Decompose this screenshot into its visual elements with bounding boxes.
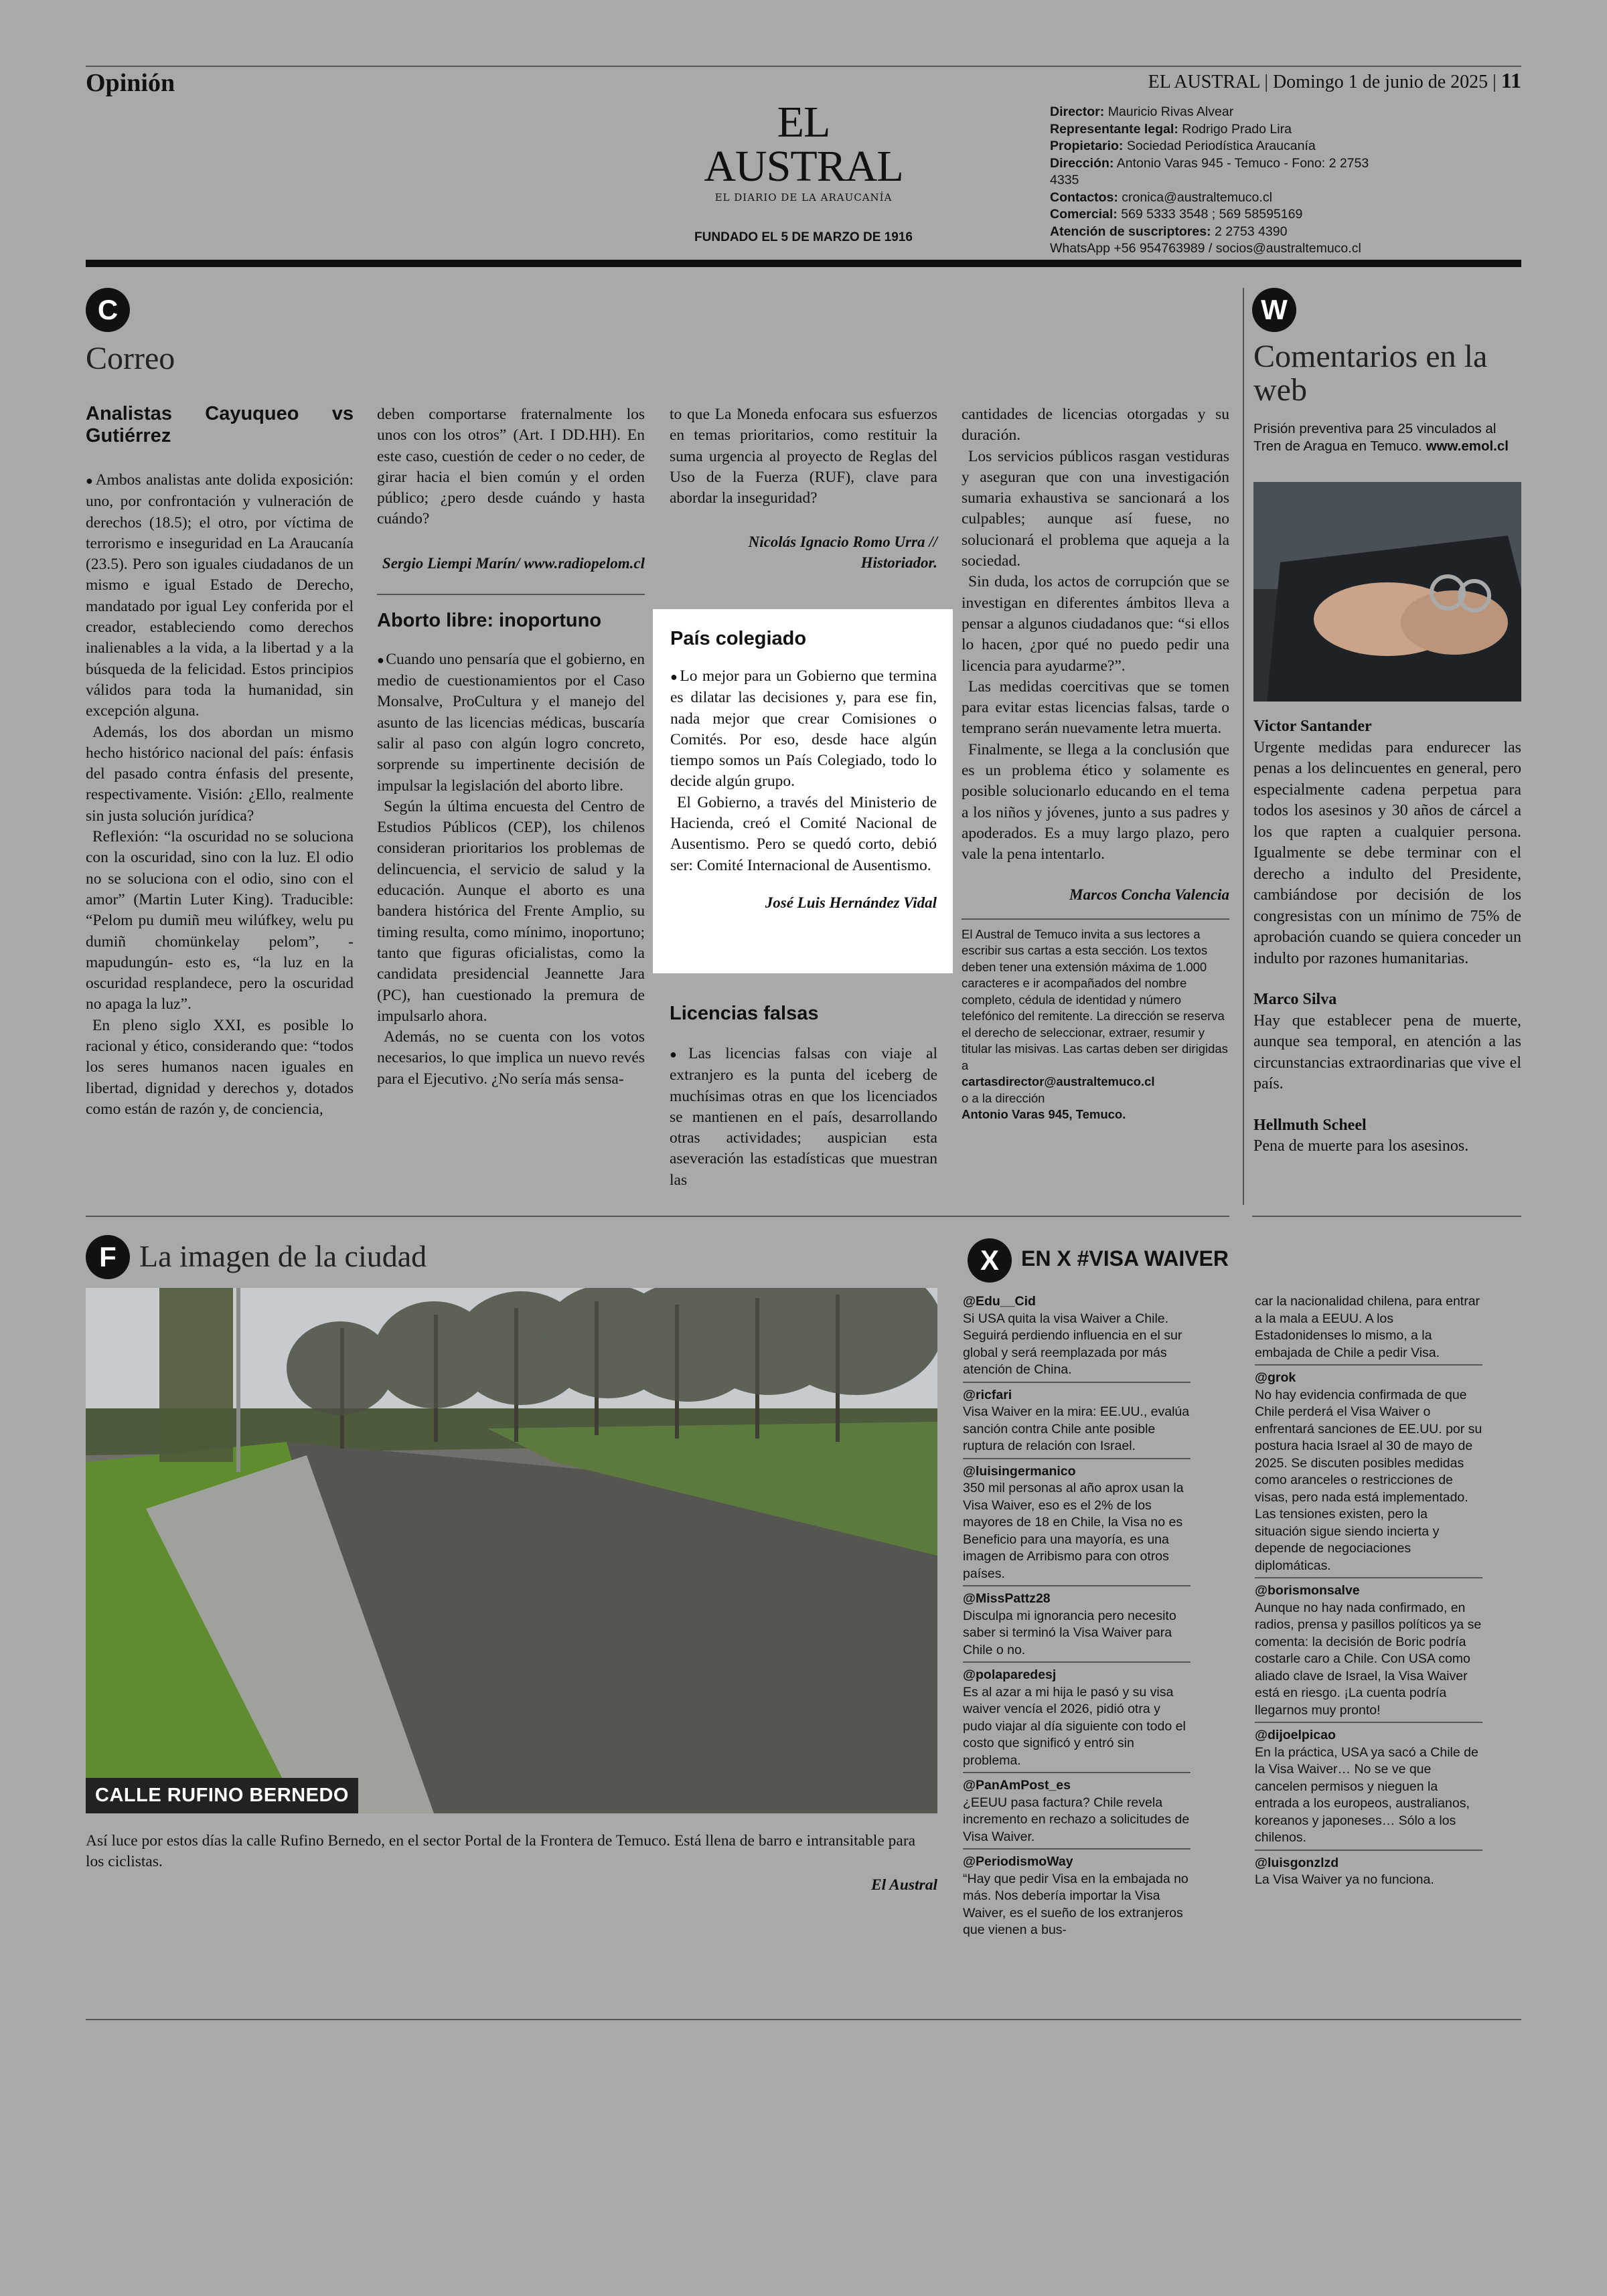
staff-value: WhatsApp +56 954763989 / socios@australtemuco.cl xyxy=(1050,241,1361,256)
muddy-street-image xyxy=(86,1288,937,1813)
post-text: 350 mil personas al año aprox usan la Visa Waiver, eso es el 2% de los mayores de 18 en Chile, la Visa no es Beneficio para una mayoría, es una imagen de Arribismo para con otros países. xyxy=(963,1481,1184,1581)
post-handle[interactable]: @polaparedesj xyxy=(963,1667,1057,1682)
x-badge: X xyxy=(968,1238,1012,1283)
letter-signature: Nicolás Ignacio Romo Urra // Historiador. xyxy=(748,534,937,572)
handcuffed-hands-image xyxy=(1253,482,1521,702)
comment-text: Hay que establecer pena de muerte, aunque sea temporal, en atención a las circunstancias extraordinarias que vive el país. xyxy=(1253,1011,1521,1092)
staff-label: Propietario: xyxy=(1050,139,1124,153)
post-handle[interactable]: @grok xyxy=(1255,1370,1296,1385)
masthead-tagline: EL DIARIO DE LA ARAUCANÍA xyxy=(714,191,893,203)
letter-column-3b xyxy=(670,1003,937,1191)
city-credit: El Austral xyxy=(870,1876,937,1894)
comment-text: Pena de muerte para los asesinos. xyxy=(1253,1137,1469,1155)
web-divider xyxy=(1243,288,1244,1205)
web-title: Comentarios en la web xyxy=(1253,339,1488,408)
letter-paragraph: cantidades de licencias otorgadas y su duración. xyxy=(962,406,1229,444)
staff-box xyxy=(1050,104,1398,258)
staff-label: Dirección: xyxy=(1050,155,1114,171)
post-handle[interactable]: @ricfari xyxy=(963,1387,1012,1402)
x-column-2 xyxy=(1255,1293,1482,1889)
staff-label: Contactos: xyxy=(1050,189,1118,205)
web-lead-text: Prisión preventiva para 25 vinculados al Tren de Aragua en Temuco. xyxy=(1253,421,1497,454)
letter-paragraph: Según la última encuesta del Centro de Estudios Públicos (CEP), los chilenos consideran prioritarios los problemas de delincuencia, el servicio de salud y la educación. Aunque el aborto es una bandera histórica del Frente Amplio, su timing resulta, como mínimo, inoportuno; tanto que figuras oficialistas, como la candidata presidencial Jeannette Jara (PC), han cuestionado la premura de impulsarlo ahora. xyxy=(377,797,645,1025)
post-text: “Hay que pedir Visa en la embajada no más. Nos debería importar la Visa Waiver, es el sueño de los extranjeros que vienen a bus- xyxy=(963,1871,1189,1937)
folio: EL AUSTRAL | Domingo 1 de junio de 2025 | 11 xyxy=(1148,68,1521,92)
staff-value: Sociedad Periodística Araucanía xyxy=(1126,139,1316,153)
letters-notice xyxy=(962,926,1229,1123)
city-badge: F xyxy=(86,1235,130,1279)
letter-paragraph: to que La Moneda enfocara sus esfuerzos en temas prioritarios, como restituir la suma urgencia al proyecto de Reglas del Uso de la Fuerza (RUF), clave para abordar la inseguridad? xyxy=(670,406,937,507)
folio-date: Domingo 1 de junio de 2025 xyxy=(1272,72,1488,92)
post-text: La Visa Waiver ya no funciona. xyxy=(1255,1872,1434,1887)
letter-paragraph: deben comportarse fraternalmente los unos con los otros” (Art. I DD.HH). En este caso, cuestión de ceder o no ceder, de girar hacia el bien común y el orden público; ¿pero desde cuándo y hasta cuándo? xyxy=(377,406,645,528)
letter-paragraph: El Gobierno, a través del Ministerio de Hacienda, creó el Comité Nacional de Ausentismo. Pero se quedó corto, debió ser: Comité Internacional de Ausentismo. xyxy=(670,793,937,874)
post-text: Aunque no hay nada confirmado, en radios, prensa y pasillos políticos ya se comenta: la decisión de Boric podría costarle caro a Chile. Con USA como aliado clave de Israel, la Visa Waiver está en riesgo. ¡La cuenta podría llegarnos muy pronto! xyxy=(1255,1600,1482,1718)
section-name: Opinión xyxy=(86,69,175,97)
notice-address: Antonio Varas 945, Temuco. xyxy=(962,1107,1126,1122)
correo-title: Correo xyxy=(86,341,175,376)
letter-paragraph: ● Cuando uno pensaría que el gobierno, en medio de cuestionamientos por el Caso Monsalve, ProCultura y el manejo del asunto de las licencias médicas, buscaría salir al paso con algún logro concreto, sorprende su impertinente decisión de impulsar la legislación del aborto libre. xyxy=(377,649,645,797)
city-photo xyxy=(86,1288,937,1813)
x-title: EN X #VISA WAIVER xyxy=(1021,1246,1229,1270)
staff-value: Mauricio Rivas Alvear xyxy=(1107,104,1234,119)
letter-paragraph: Reflexión: “la oscuridad no se soluciona con la oscuridad, sino con la luz. El odio no se soluciona con el odio, sino con el amor” (Martin Luter King). Traducible: “Pelom pu dumiñ meu wilúfkey, welu pu dumiñ chomünkelay pelom”, -mapudungún- esto es, “la luz en la oscuridad resplandece, pero la oscuridad no apaga la luz”. xyxy=(86,828,354,1013)
letter-paragraph: Sin duda, los actos de corrupción que se investigan en diferentes ámbitos lleva a pensar a algunos ciudadanos que: “si ellos lo hacen, ¿por qué no puedo pedir una licencia para ayudarme?”. xyxy=(962,573,1229,675)
post-handle[interactable]: @Edu__Cid xyxy=(963,1294,1036,1309)
letter-headline: Analistas Cayuqueo vs Gutiérrez xyxy=(86,403,354,446)
folio-paper: EL AUSTRAL xyxy=(1148,72,1260,92)
letter-signature: José Luis Hernández Vidal xyxy=(765,894,937,911)
letter-headline: Licencias falsas xyxy=(670,1003,819,1024)
top-rule xyxy=(86,66,1521,67)
comment-author: Hellmuth Scheel xyxy=(1253,1116,1367,1134)
letter-paragraph: ● Lo mejor para un Gobierno que termina es dilatar las decisiones y, para ese fin, nada mejor que crear Comisiones o Comités. Por eso, desde hace algún tiempo somos un País Colegiado, todo lo decide algún grupo. xyxy=(670,666,937,793)
post-handle[interactable]: @PeriodismoWay xyxy=(963,1854,1073,1869)
letter-paragraph: Los servicios públicos rasgan vestiduras y aseguran que con una investigación sumaria exhaustiva se sancionará a los culpables; aunque así fuese, no solucionará el problema que aqueja a la sociedad. xyxy=(962,447,1229,570)
comment-text: Urgente medidas para endurecer las penas a los delincuentes en general, pero especialmente cadena perpetua para todos los asesinos y 30 años de cárcel a los que rapten a cualquier persona. Igualmente se debe terminar con el derecho a indulto del Presidente, cambiándose por decisión de los congresistas con un mínimo de 75% de aprobación cuando se quiera conceder un indulto por razones humanitarias. xyxy=(1253,738,1521,967)
post-handle[interactable]: @dijoelpicao xyxy=(1255,1728,1336,1742)
post-text: Disculpa mi ignorancia pero necesito saber si terminó la Visa Waiver para Chile o no. xyxy=(963,1608,1176,1657)
comment-author: Marco Silva xyxy=(1253,991,1337,1008)
staff-value: Antonio Varas 945 - Temuco - Fono: 2 2753 4335 xyxy=(1050,155,1369,187)
letter-signature: Sergio Liempi Marín/ www.radiopelom.cl xyxy=(382,554,645,572)
post-handle[interactable]: @borismonsalve xyxy=(1255,1583,1360,1598)
web-photo xyxy=(1253,482,1521,702)
x-column-1 xyxy=(963,1293,1191,1939)
post-text: No hay evidencia confirmada de que Chile perderá el Visa Waiver o enfrentará sanciones de EE.UU. por su postura hacia Israel al 30 de mayo de 2025. Se discuten posibles medidas como aranceles o restricciones de visas, pero nada está implementado. Las tensiones existen, pero la situación sigue siendo incierta y depende de negociaciones diplomáticas. xyxy=(1255,1387,1482,1573)
letter-column-3 xyxy=(670,404,937,586)
masthead-name: EL AUSTRAL xyxy=(704,98,903,191)
photo-label: CALLE RUFINO BERNEDO xyxy=(86,1778,358,1813)
letter-headline: Aborto libre: inoportuno xyxy=(377,609,602,631)
letter-column-1 xyxy=(86,403,354,1120)
city-title: La imagen de la ciudad xyxy=(139,1239,427,1273)
letters-email-link[interactable]: cartasdirector@australtemuco.cl xyxy=(962,1074,1155,1089)
letter-paragraph: Las medidas coercitivas que se tomen para evitar estas licencias falsas, tarde o temprano serán nuevamente letra muerta. xyxy=(962,677,1229,738)
post-handle[interactable]: @PanAmPost_es xyxy=(963,1778,1071,1793)
letter-signature: Marcos Concha Valencia xyxy=(1069,886,1229,903)
post-handle[interactable]: @luisingermanico xyxy=(963,1463,1076,1479)
staff-label: Representante legal: xyxy=(1050,121,1178,137)
correo-badge: C xyxy=(86,288,130,332)
page-number: 11 xyxy=(1501,68,1521,92)
notice-text: El Austral de Temuco invita a sus lectores a escribir sus cartas a esta sección. Los textos deben tener una extensión máxima de 1.000 caracteres e ir acompañados del nombre completo, cédula de identidad y número telefónico del remitente. La dirección se reserva el derecho de seleccionar, extraer, resumir y titular las misivas. Las cartas deben ser dirigidas a xyxy=(962,926,1228,1072)
mid-rule xyxy=(86,1216,1229,1217)
post-text: Visa Waiver en la mira: EE.UU., evalúa sanción contra Chile ante posible ruptura de relación con Israel. xyxy=(963,1404,1190,1453)
letter-column-4 xyxy=(962,404,1229,1123)
letter-column-2 xyxy=(377,404,645,1090)
post-text: Si USA quita la visa Waiver a Chile. Seguirá perdiendo influencia en el sur global y será reemplazada por más atención de China. xyxy=(963,1311,1182,1377)
staff-value: Rodrigo Prado Lira xyxy=(1182,121,1292,137)
staff-label: Comercial: xyxy=(1050,207,1118,222)
post-text: Es al azar a mi hija le pasó y su visa waiver vencía el 2026, pidió otra y pudo viajar al día siguiente con todo el costo que significó y entró sin problema. xyxy=(963,1684,1186,1768)
notice-address-intro: o a la dirección xyxy=(962,1090,1045,1105)
post-text: En la práctica, USA ya sacó a Chile de la Visa Waiver… No se ve que cancelen permisos y nieguen la entrada a los europeos, australianos, koreanos y japoneses… Sólo a los chilenos. xyxy=(1255,1744,1478,1845)
city-caption: Así luce por estos días la calle Rufino Bernedo, en el sector Portal de la Frontera de Temuco. Está llena de barro e intransitable para los ciclistas. xyxy=(86,1832,916,1870)
comment-author: Victor Santander xyxy=(1253,718,1372,735)
staff-label: Atención de suscriptores: xyxy=(1050,224,1211,239)
web-lead xyxy=(1253,420,1521,455)
web-source-link[interactable]: www.emol.cl xyxy=(1426,438,1509,454)
letter-paragraph: ● Las licencias falsas con viaje al extranjero es la punta del iceberg de muchísimas otras en que los licenciados se mantienen en el país, desarrollando otras actividades; auspician esta aseveración las estadísticas que muestran las xyxy=(670,1044,937,1191)
staff-label: Director: xyxy=(1050,104,1105,119)
masthead-founded: FUNDADO EL 5 DE MARZO DE 1916 xyxy=(694,230,913,244)
letter-headline: País colegiado xyxy=(670,628,807,649)
header-thick-rule xyxy=(86,260,1521,267)
post-text: car la nacionalidad chilena, para entrar a la mala a EEUU. A los Estadonidenses lo mismo, a la embajada de Chile a pedir Visa. xyxy=(1255,1293,1482,1366)
post-handle[interactable]: @MissPattz28 xyxy=(963,1591,1051,1606)
letter-paragraph: Finalmente, se llega a la conclusión que es un problema ético y solamente es posible solucionarlo educando en el tema a los niños y jóvenes, junto a sus padres y apoderados. Es a muy largo plazo, pero vale la pena intentarlo. xyxy=(962,740,1229,864)
post-handle[interactable]: @luisgonzlzd xyxy=(1255,1855,1339,1870)
letter-paragraph: Además, los dos abordan un mismo hecho histórico nacional del país: énfasis del pasado contra énfasis del presente, respectivamente. Visión: ¿Ello, realmente sin justa solución jurídica? xyxy=(86,723,354,825)
letter-paragraph: En pleno siglo XXI, es posible lo racional y ético, considerando que: “todos los seres humanos nacen iguales en libertad, dignidad y derechos y, dotados como están de razón y, de conciencia, xyxy=(86,1016,354,1118)
web-badge: W xyxy=(1252,288,1296,332)
letter-paragraph: ● Ambos analistas ante dolida exposición: uno, por confrontación y vulneración de derechos (18.5); el otro, por víctima de terrorismo e inseguridad en La Araucanía (23.5). Pero son iguales ciudadanos de un mismo e igual Estado de Derecho, mandatado por igual Ley conferida por el creador, estableciendo como derechos inalienables a la vida, a la libertad y a la búsqueda de la felicidad. Estos principios válidos para toda la humanidad, sin excepción alguna. xyxy=(86,470,354,722)
masthead xyxy=(690,100,917,245)
web-comments xyxy=(1253,716,1521,1157)
staff-value: 2 2753 4390 xyxy=(1214,224,1288,239)
bottom-rule xyxy=(86,2019,1521,2020)
letter-paragraph: Además, no se cuenta con los votos necesarios, lo que implica un nuevo revés para el Ejecutivo. ¿No sería más sensa- xyxy=(377,1028,645,1088)
mid-rule-right xyxy=(1252,1216,1521,1217)
featured-letter-box xyxy=(653,609,953,973)
staff-value: 569 5333 3548 ; 569 58595169 xyxy=(1121,207,1303,222)
staff-value: cronica@australtemuco.cl xyxy=(1122,189,1272,205)
post-text: ¿EEUU pasa factura? Chile revela incremento en rechazo a solicitudes de Visa Waiver. xyxy=(963,1795,1190,1844)
